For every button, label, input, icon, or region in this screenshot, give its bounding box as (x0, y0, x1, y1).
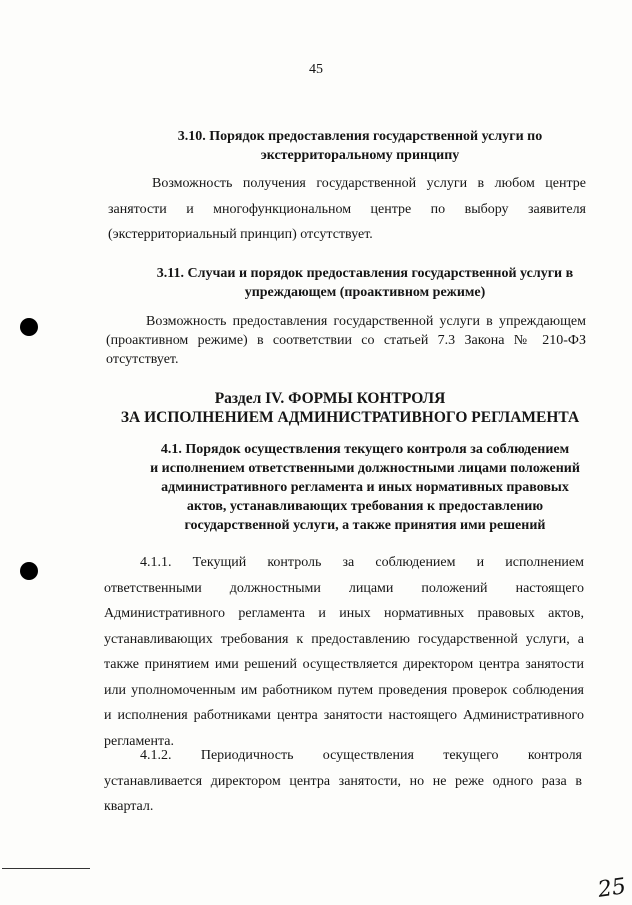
paragraph-line: 4.1.2. Периодичность осуществления текущего контроля (140, 748, 582, 763)
heading-line: актов, устанавливающих требования к предоставлению (186, 499, 544, 514)
paragraph-4-1-1 (104, 550, 584, 754)
heading-line: ЗА ИСПОЛНЕНИЕМ АДМИНИСТРАТИВНОГО РЕГЛАМЕНТА (120, 409, 580, 426)
heading-line: административного регламента и иных нормативных правовых (161, 480, 569, 495)
paragraph-line: и исполнения работниками центра занятости настоящего Административного (104, 708, 584, 723)
paragraph-line: устанавливается директором центра занятости, но не реже одного раза в (104, 773, 582, 789)
paragraph-line: или уполномоченным им работником путем проведения проверок соблюдения (104, 682, 584, 698)
paragraph-line: (проактивном режиме) в соответствии со статьей 7.3 Закона № 210-ФЗ (106, 333, 586, 348)
part-4-heading (120, 388, 540, 409)
section-3-10-paragraph (108, 171, 586, 248)
paragraph-line: устанавливающих требования к предоставлению государственной услуги, а (104, 631, 584, 647)
paragraph-line: отсутствует. (106, 352, 179, 367)
paragraph-line: (экстерриториальный принцип) отсутствует. (108, 227, 373, 242)
paragraph-line: Административного регламента и иных нормативных правовых актов, (104, 606, 584, 621)
heading-line: Раздел IV. ФОРМЫ КОНТРОЛЯ (214, 390, 446, 407)
section-3-11-paragraph (106, 312, 586, 369)
punch-hole-icon (20, 562, 38, 580)
paragraph-line: занятости и многофункциональном центре по выбору заявителя (108, 201, 586, 217)
heading-line: государственной услуги, а также принятия ими решений (184, 518, 546, 533)
heading-line: экстерриторальному принципу (260, 148, 460, 163)
section-3-11-heading (130, 264, 600, 302)
section-3-10-heading (150, 127, 570, 165)
paragraph-line: Возможность получения государственной услуги в любом центре (152, 176, 586, 191)
heading-line: 4.1. Порядок осуществления текущего контроля за соблюдением (160, 442, 570, 457)
paragraph-line: регламента. (104, 733, 175, 749)
part-4-subheading (120, 407, 580, 428)
heading-line: 3.11. Случаи и порядок предоставления государственной услуги в (156, 266, 574, 281)
heading-line: и исполнением ответственными должностными лицами положений (150, 461, 580, 476)
paragraph-4-1-2 (104, 743, 582, 820)
paragraph-line: квартал. (104, 799, 154, 814)
page-number: 45 (309, 62, 323, 77)
paragraph-line: ответственными должностными лицами положений настоящего (104, 580, 584, 596)
section-4-1-heading (130, 440, 600, 535)
heading-line: упреждающем (проактивном режиме) (244, 285, 486, 300)
paragraph-line: также принятием ими решений осуществляется директором центра занятости (104, 657, 584, 672)
paragraph-line: 4.1.1. Текущий контроль за соблюдением и исполнением (140, 555, 584, 570)
handwritten-page-mark: 25 (596, 874, 628, 903)
heading-line: 3.10. Порядок предоставления государственной услуги по (177, 129, 543, 144)
paragraph-line: Возможность предоставления государственной услуги в упреждающем (146, 314, 586, 329)
footnote-rule (2, 868, 90, 869)
punch-hole-icon (20, 318, 38, 336)
